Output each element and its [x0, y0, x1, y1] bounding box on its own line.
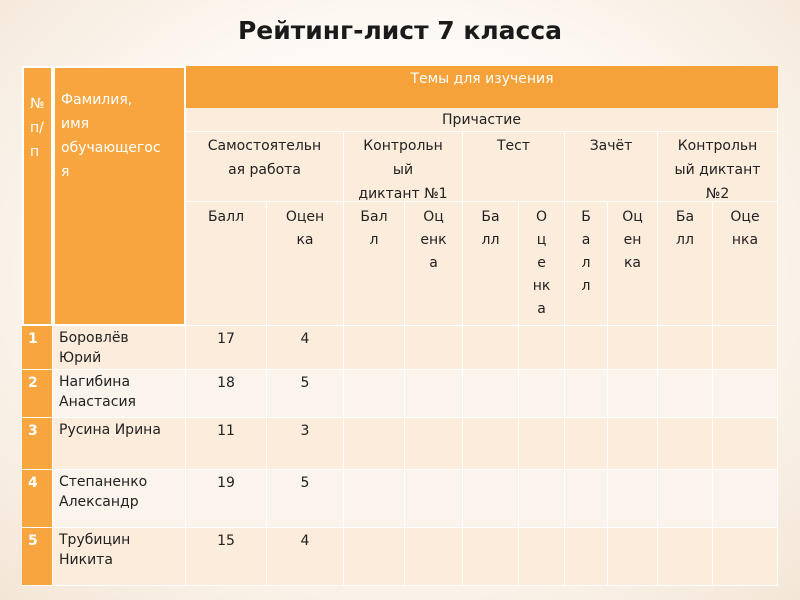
row-empty-cell [608, 418, 658, 470]
header-sub-5: Ба лл [463, 202, 519, 326]
row-empty-cell [608, 370, 658, 418]
row-number: 5 [22, 528, 53, 586]
row-empty-cell [713, 326, 778, 370]
row-empty-cell [405, 370, 463, 418]
row-empty-cell [405, 326, 463, 370]
row-empty-cell [405, 470, 463, 528]
row-empty-cell [519, 326, 565, 370]
row-empty-cell [565, 528, 608, 586]
row-empty-cell [344, 418, 405, 470]
header-sub-3: Бал л [344, 202, 405, 326]
row-empty-cell [658, 370, 713, 418]
row-ball: 19 [186, 470, 267, 528]
row-empty-cell [608, 326, 658, 370]
row-empty-cell [463, 528, 519, 586]
row-empty-cell [519, 470, 565, 528]
row-empty-cell [344, 470, 405, 528]
header-work-5: Контрольн ый диктант №2 [658, 132, 778, 202]
row-name: Боровлёв Юрий [53, 326, 186, 370]
row-empty-cell [713, 528, 778, 586]
header-sub-6: О ц е нк а [519, 202, 565, 326]
row-ball: 11 [186, 418, 267, 470]
row-empty-cell [463, 370, 519, 418]
header-topic: Причастие [186, 108, 778, 132]
header-work-2: Контрольн ый диктант №1 [344, 132, 463, 202]
page-title: Рейтинг-лист 7 класса [237, 16, 563, 45]
row-empty-cell [463, 418, 519, 470]
row-ball: 15 [186, 528, 267, 586]
row-number: 2 [22, 370, 53, 418]
row-name: Русина Ирина [53, 418, 186, 470]
row-empty-cell [608, 528, 658, 586]
row-empty-cell [519, 370, 565, 418]
header-work-3: Тест [463, 132, 565, 202]
row-empty-cell [519, 418, 565, 470]
row-empty-cell [658, 418, 713, 470]
header-sub-9: Ба лл [658, 202, 713, 326]
row-empty-cell [565, 470, 608, 528]
header-sub-8: Оц ен ка [608, 202, 658, 326]
header-sub-7: Б а л л [565, 202, 608, 326]
row-name: Степаненко Александр [53, 470, 186, 528]
row-empty-cell [608, 470, 658, 528]
row-empty-cell [565, 326, 608, 370]
row-name: Трубицин Никита [53, 528, 186, 586]
header-work-1: Самостоятельн ая работа [186, 132, 344, 202]
row-number: 1 [22, 326, 53, 370]
header-sub-10: Оце нка [713, 202, 778, 326]
row-empty-cell [519, 528, 565, 586]
row-ball: 17 [186, 326, 267, 370]
row-ball: 18 [186, 370, 267, 418]
row-empty-cell [713, 370, 778, 418]
row-empty-cell [405, 418, 463, 470]
header-name: Фамилия, имя обучающегос я [53, 66, 186, 326]
header-number: № п/ п [22, 66, 53, 326]
row-empty-cell [713, 418, 778, 470]
row-grade: 4 [267, 326, 344, 370]
row-empty-cell [658, 528, 713, 586]
row-empty-cell [405, 528, 463, 586]
header-sub-4: Оц енк а [405, 202, 463, 326]
header-topics: Темы для изучения [186, 66, 778, 108]
row-number: 3 [22, 418, 53, 470]
row-name: Нагибина Анастасия [53, 370, 186, 418]
row-empty-cell [344, 528, 405, 586]
row-number: 4 [22, 470, 53, 528]
row-empty-cell [713, 470, 778, 528]
row-grade: 5 [267, 470, 344, 528]
row-grade: 5 [267, 370, 344, 418]
row-empty-cell [344, 370, 405, 418]
header-sub-1: Балл [186, 202, 267, 326]
row-empty-cell [565, 370, 608, 418]
header-work-4: Зачёт [565, 132, 658, 202]
row-empty-cell [658, 470, 713, 528]
row-grade: 4 [267, 528, 344, 586]
row-empty-cell [463, 470, 519, 528]
row-empty-cell [344, 326, 405, 370]
header-sub-2: Оцен ка [267, 202, 344, 326]
row-grade: 3 [267, 418, 344, 470]
row-empty-cell [565, 418, 608, 470]
row-empty-cell [658, 326, 713, 370]
row-empty-cell [463, 326, 519, 370]
